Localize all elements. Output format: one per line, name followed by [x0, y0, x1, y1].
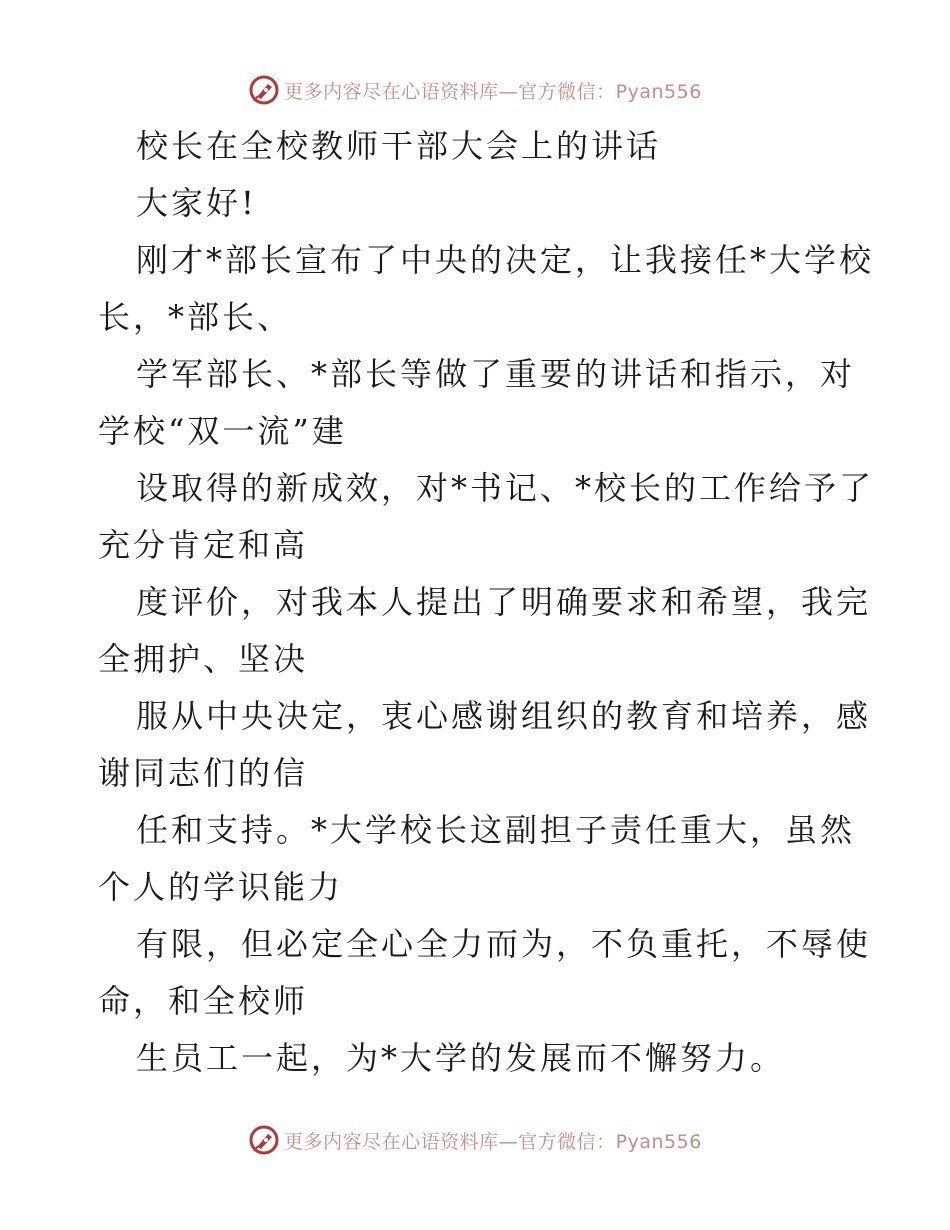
document-title: 校长在全校教师干部大会上的讲话 — [136, 127, 662, 165]
document-line: 谢同志们的信 — [98, 754, 309, 792]
document-line: 个人的学识能力 — [98, 868, 344, 906]
document-line: 有限，但必定全心全力而为，不负重托，不辱使 — [136, 925, 872, 963]
footer-banner-text: 更多内容尽在心语资料库—官方微信：Pyan556 — [284, 1130, 702, 1153]
document-line: 任和支持。*大学校长这副担子责任重大，虽然 — [136, 811, 856, 849]
document-line: 度评价，对我本人提出了明确要求和希望，我完 — [136, 583, 872, 621]
pen-nib-logo-icon — [248, 74, 280, 106]
document-body — [98, 118, 875, 1087]
document-line: 刚才*部长宣布了中央的决定，让我接任*大学校 — [136, 241, 875, 279]
pen-nib-logo-icon — [248, 1124, 280, 1156]
document-line: 命，和全校师 — [98, 982, 309, 1020]
document-line: 全拥护、坚决 — [98, 640, 309, 678]
document-line: 生员工一起，为*大学的发展而不懈努力。 — [136, 1039, 786, 1077]
document-line: 充分肯定和高 — [98, 526, 309, 564]
document-line: 服从中央决定，衷心感谢组织的教育和培养，感 — [136, 697, 872, 735]
header-watermark-banner — [0, 70, 950, 110]
document-line: 大家好! — [136, 184, 257, 222]
document-line: 学校“双一流”建 — [98, 412, 347, 450]
footer-watermark-banner — [0, 1120, 950, 1160]
document-line: 设取得的新成效，对*书记、*校长的工作给予了 — [136, 469, 875, 507]
document-line: 长，*部长、 — [98, 298, 293, 336]
document-line: 学军部长、*部长等做了重要的讲话和指示，对 — [136, 355, 856, 393]
header-banner-text: 更多内容尽在心语资料库—官方微信：Pyan556 — [284, 80, 702, 103]
